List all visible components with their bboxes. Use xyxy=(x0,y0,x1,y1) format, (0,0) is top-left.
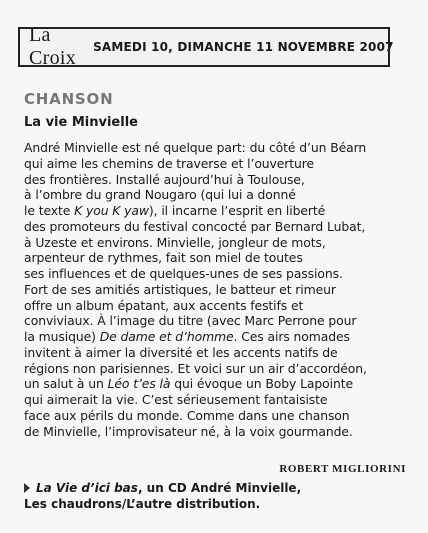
album-credit xyxy=(24,480,414,512)
body-line xyxy=(24,282,414,298)
body-line xyxy=(24,187,414,203)
text-run: la musique) xyxy=(24,329,100,344)
text-run: à Uzeste et environs. Minvielle, jongleur de mots, xyxy=(24,234,326,250)
text-run: conviviaux. À l’image du titre (avec Marc Perrone pour xyxy=(24,313,357,329)
text-run: arpenteur de rythmes, fait son miel de toutes xyxy=(24,250,303,266)
text-run: le texte xyxy=(24,203,75,218)
body-line xyxy=(24,329,414,345)
text-run: face aux périls du monde. Comme dans une chanson xyxy=(24,407,350,423)
italic-title: De dame et d’homme xyxy=(99,329,234,344)
body-line xyxy=(24,424,414,440)
body-line xyxy=(24,250,414,266)
text-run: Fort de ses amitiés artistiques, le batteur et rimeur xyxy=(24,281,336,297)
body-line xyxy=(24,361,414,377)
body-line xyxy=(24,140,414,156)
text-run: qui aimerait la vie. C’est sérieusement fantaisiste xyxy=(24,392,328,407)
masthead xyxy=(18,24,394,69)
text-run: offre un album épatant, aux accents festifs et xyxy=(24,297,304,313)
text-run: ), il incarne l’esprit en liberté xyxy=(148,203,326,218)
body-line xyxy=(24,235,414,251)
triangle-bullet-icon xyxy=(24,483,30,493)
italic-title: La Vie d’ici bas xyxy=(36,481,138,495)
credit-line xyxy=(24,480,414,496)
italic-title: K you K yaw xyxy=(74,203,149,218)
text-run: des frontières. Installé aujourd’hui à Toulouse, xyxy=(24,171,305,187)
text-run: Les chaudrons/L’autre distribution. xyxy=(24,497,261,511)
text-run: à l’ombre du grand Nougaro (qui lui a donné xyxy=(24,187,296,203)
text-run: des promoteurs du festival concocté par Bernard Lubat, xyxy=(24,218,366,234)
italic-title: Léo t’es là xyxy=(107,376,171,392)
text-run: invitent à aimer la diversité et les accents natifs de xyxy=(24,344,338,360)
body-line xyxy=(24,156,414,172)
body-line xyxy=(24,408,414,424)
article-title: La vie Minvielle xyxy=(24,115,138,130)
text-run: qui aime les chemins de traverse et l’ouverture xyxy=(24,155,315,171)
issue-date: SAMEDI 10, DIMANCHE 11 NOVEMBRE 2007 xyxy=(93,40,394,54)
text-run: ses influences et de quelques-unes de ses passions. xyxy=(24,266,343,281)
text-run: régions non parisiennes. Et voici sur un air d’accordéon, xyxy=(24,360,367,376)
author-signature: ROBERT MIGLIORINI xyxy=(279,463,406,475)
text-run: . Ces airs nomades xyxy=(233,329,350,344)
text-run: qui évoque un Boby Lapointe xyxy=(170,376,353,392)
text-run: un salut à un xyxy=(24,376,108,392)
credit-line xyxy=(24,496,414,512)
body-line xyxy=(24,203,414,219)
body-line xyxy=(24,266,414,282)
body-line xyxy=(24,376,414,392)
body-line xyxy=(24,345,414,361)
section-label: CHANSON xyxy=(24,90,114,108)
body-line xyxy=(24,392,414,408)
text-run: André Minvielle est né quelque part: du côté d’un Béarn xyxy=(24,140,367,155)
newspaper-brand: La Croix xyxy=(29,24,77,69)
body-line xyxy=(24,313,414,329)
body-line xyxy=(24,172,414,188)
body-line xyxy=(24,219,414,235)
text-run: de Minvielle, l’improvisateur né, à la voix gourmande. xyxy=(24,423,353,439)
text-run: , un CD André Minvielle, xyxy=(137,481,302,495)
article-body xyxy=(24,140,414,439)
body-line xyxy=(24,298,414,314)
